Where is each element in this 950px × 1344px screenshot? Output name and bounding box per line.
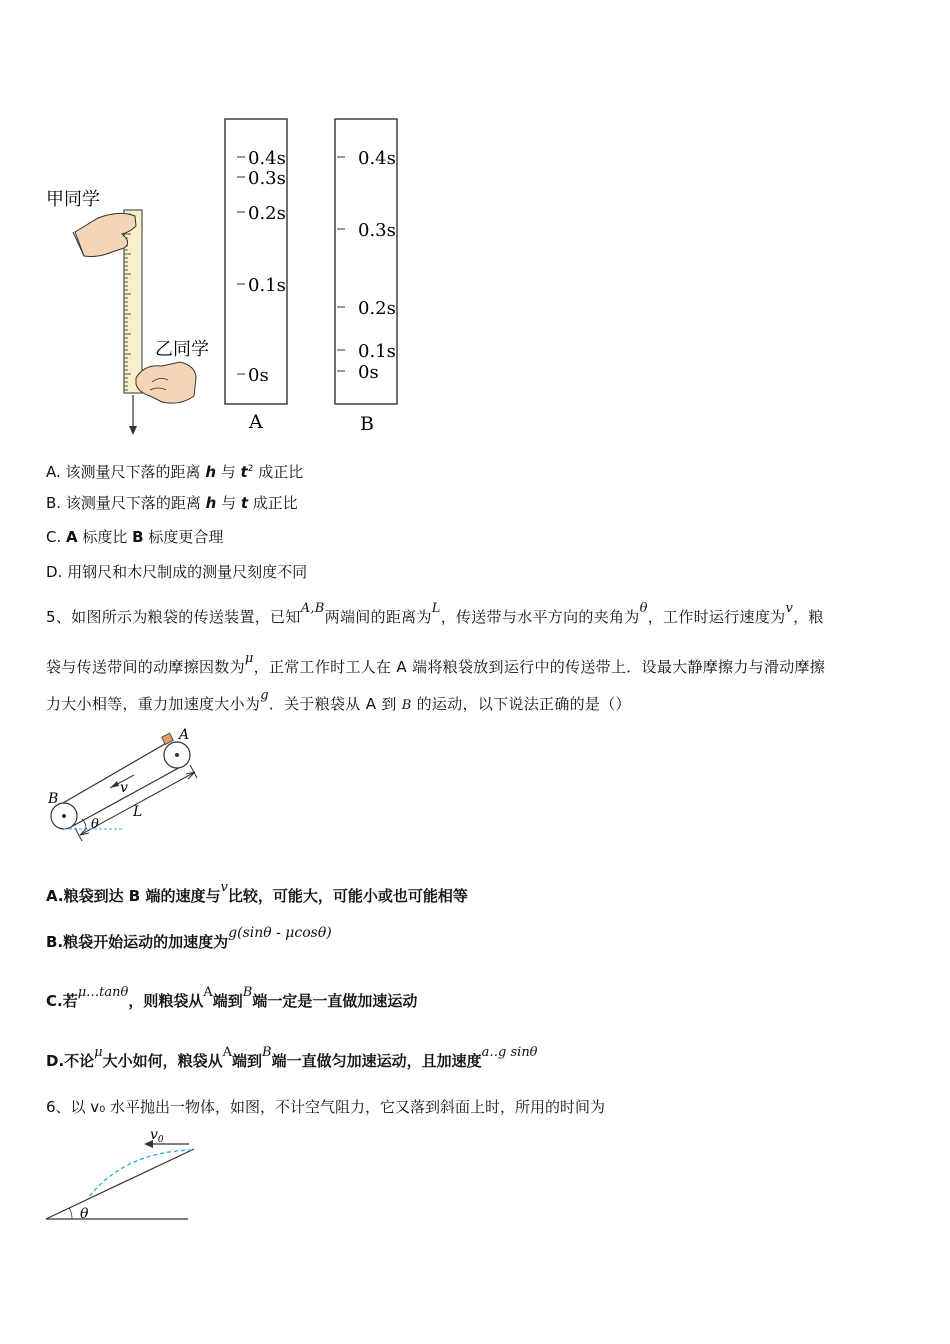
option-text: C. [46, 528, 67, 546]
math-b: B [242, 985, 253, 1000]
stem-text: ，粮 [793, 608, 824, 626]
stem-text: ，工作时运行速度为 [647, 608, 786, 626]
stem-text: ，正常工作时工人在 A 端将粮袋放到运行中的传送带上．设最大静摩擦力与滑动摩擦 [253, 658, 826, 676]
q5-option-d [46, 1045, 538, 1073]
q5-option-b [46, 925, 332, 953]
var-h: h [205, 494, 217, 512]
stem-text: 的运动，以下说法正确的是（） [411, 695, 631, 713]
scale-b-mark: 0.1s [358, 341, 396, 362]
student-a-label: 甲同学 [46, 189, 100, 210]
exponent: 2 [247, 464, 254, 474]
option-text: D.不论 [46, 1052, 95, 1070]
label-a: A [66, 528, 78, 546]
label-theta: θ [80, 1206, 89, 1222]
var-t: t [240, 494, 249, 512]
q4-option-c [46, 527, 223, 547]
angle-arc [69, 1208, 72, 1219]
stem-text: 力大小相等，重力加速度大小为 [46, 695, 261, 713]
q5-stem-line-2 [46, 651, 826, 679]
option-text: 成正比 [248, 494, 298, 512]
projectile-incline-figure [44, 1122, 194, 1227]
scale-b [335, 119, 397, 435]
scale-b-mark: 0.3s [358, 220, 396, 241]
label-a: A [179, 727, 190, 743]
option-text: B.粮袋开始运动的加速度为 [46, 933, 229, 951]
math-condition: μ…tanθ [77, 985, 129, 1000]
conveyor-belt-figure [40, 725, 220, 855]
scale-a [225, 119, 287, 433]
scale-a-mark: 0s [248, 365, 269, 386]
option-text: B. 该测量尺下落的距离 [46, 494, 206, 512]
stem-text: 袋与传送带间的动摩擦因数为 [46, 658, 245, 676]
math-acceleration: a‥g sinθ [481, 1045, 538, 1060]
option-text: 端到 [212, 992, 243, 1010]
math-mu: μ [94, 1045, 103, 1060]
math-g: g [260, 688, 269, 703]
fall-direction-arrow [129, 395, 137, 435]
math-acceleration: g(sinθ - μcosθ) [228, 925, 332, 941]
scale-b-mark: 0.2s [358, 298, 396, 319]
q5-stem-line-3 [46, 688, 631, 716]
incline-line [46, 1149, 194, 1219]
math-b: B [401, 698, 412, 713]
q5-option-c [46, 985, 418, 1013]
option-text: ，则粮袋从 [128, 992, 204, 1010]
stem-text: 5、如图所示为粮袋的传送装置，已知 [46, 608, 301, 626]
math-v: v [785, 601, 794, 616]
math-ab: A,B [300, 601, 325, 616]
label-v0: $v_0$ [150, 1127, 164, 1145]
stem-text: ，传送带与水平方向的夹角为 [440, 608, 640, 626]
math-b: B [262, 1045, 272, 1060]
math-a: A [203, 985, 213, 1000]
label-v: v [120, 780, 128, 796]
q5-option-a [46, 880, 468, 908]
q4-option-a [46, 459, 303, 482]
label-l: L [133, 804, 143, 820]
option-text: 端一直做匀加速运动，且加速度 [271, 1052, 482, 1070]
label-theta: θ [91, 817, 99, 832]
option-text: 大小如何，粮袋从 [102, 1052, 223, 1070]
stem-text: 两端间的距离为 [324, 608, 432, 626]
option-text: 标度比 [77, 528, 133, 546]
student-b-label: 乙同学 [155, 339, 209, 360]
option-text: 标度更合理 [143, 528, 224, 546]
var-h: h [205, 463, 216, 481]
option-text: 比较，可能大，可能小或也可能相等 [227, 887, 468, 905]
scale-b-mark: 0.4s [358, 148, 396, 169]
math-mu: μ [244, 651, 254, 666]
option-text: 端一定是一直做加速运动 [252, 992, 418, 1010]
scale-b-caption: B [360, 413, 374, 435]
option-text: 成正比 [253, 463, 304, 481]
scale-a-mark: 0.2s [248, 203, 286, 224]
option-text: 端到 [232, 1052, 263, 1070]
scale-a-mark: 0.3s [248, 168, 286, 189]
math-a: A [222, 1045, 233, 1060]
q4-option-b [46, 493, 298, 513]
option-text: 与 [216, 494, 241, 512]
scale-a-mark: 0.1s [248, 275, 286, 296]
math-theta: θ [639, 601, 648, 616]
option-text: 与 [216, 463, 241, 481]
option-text: C.若 [46, 992, 78, 1010]
hand-b-icon [136, 362, 196, 403]
math-v: v [220, 880, 228, 895]
var-t: t [240, 463, 248, 481]
q4-option-d: D. 用钢尺和木尺制成的测量尺刻度不同 [46, 563, 308, 581]
option-text: A.粮袋到达 B 端的速度与 [46, 887, 221, 905]
scale-b-mark: 0s [358, 362, 379, 383]
q6-stem: 6、以 v₀ 水平抛出一物体，如图，不计空气阻力，它又落到斜面上时，所用的时间为 [46, 1098, 605, 1116]
label-b: B [132, 528, 144, 546]
label-b: B [48, 791, 59, 807]
q5-stem-line-1 [46, 601, 824, 629]
scale-a-caption: A [249, 411, 263, 433]
ruler-experiment-figure [40, 110, 420, 445]
math-l: L [431, 601, 441, 616]
stem-text: ．关于粮袋从 A 到 [268, 695, 402, 713]
option-text: A. 该测量尺下落的距离 [46, 463, 206, 481]
pulley-a-icon [164, 742, 190, 768]
falling-ruler [124, 210, 142, 393]
scale-a-mark: 0.4s [248, 148, 286, 169]
